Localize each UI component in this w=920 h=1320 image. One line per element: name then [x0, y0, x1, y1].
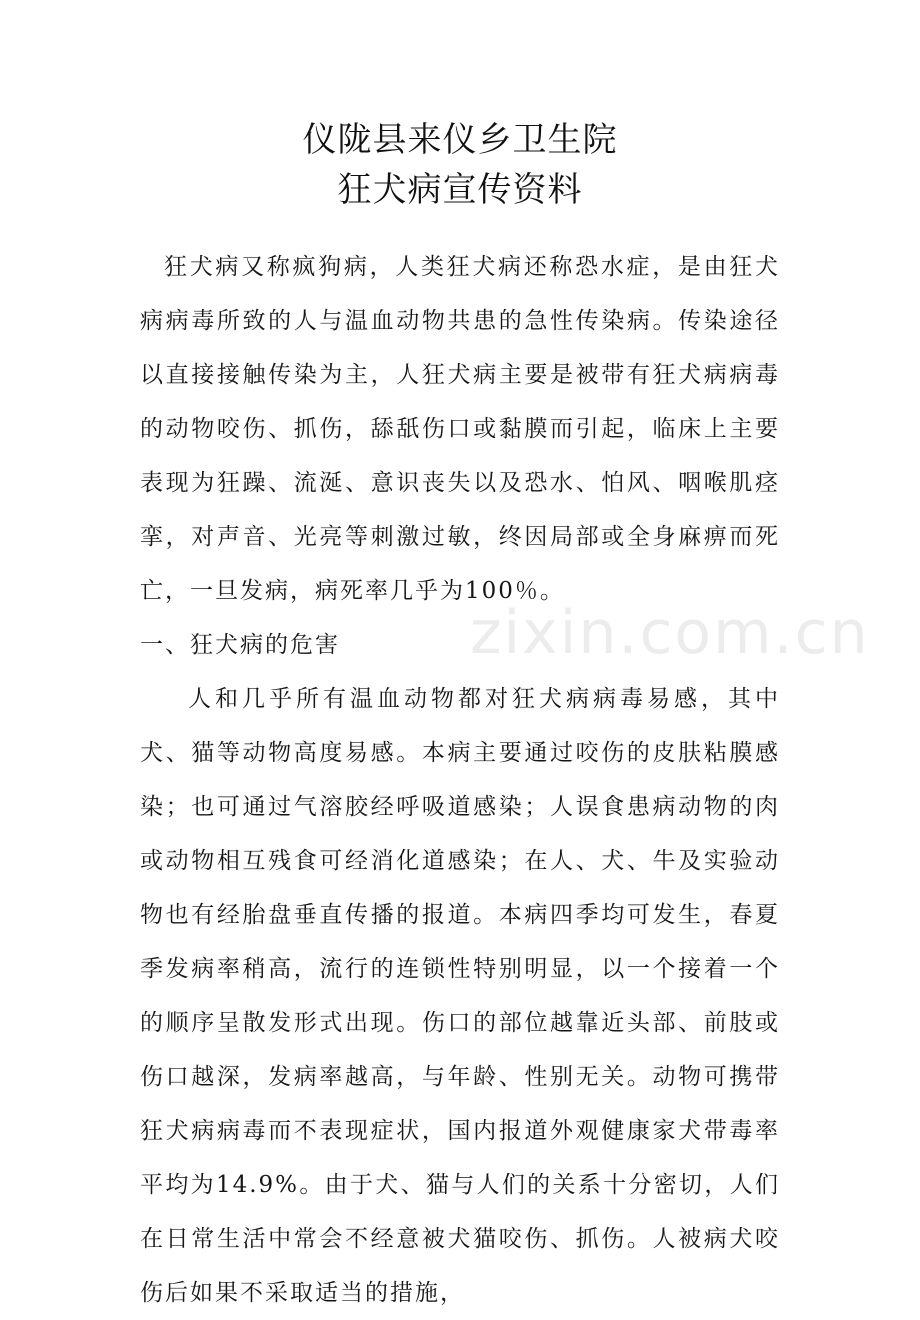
- section1-heading: 一、狂犬病的危害: [140, 632, 340, 658]
- document-title-line2: 狂犬病宣传资料: [337, 170, 583, 210]
- section1-paragraph: 人和几乎所有温血动物都对狂犬病病毒易感，其中犬、猫等动物高度易感。本病主要通过咬伤的皮肤粘膜感染；也可通过气溶胶经呼吸道感染；人误食患病动物的肉或动物相互残食可经消化道感染；在人、犬、牛及实验动物也有经胎盘垂直传播的报道。本病四季均可发生，春夏季发病率稍高，流行的连锁性特别明显，以一个接着一个的顺序呈散发形式出现。伤口的部位越靠近头部、前肢或伤口越深，发病率越高，与年龄、性别无关。动物可携带狂犬病病毒而不表现症状，国内报道外观健康家犬带毒率平均为14.9%。由于犬、猫与人们的关系十分密切，人们在日常生活中常会不经意被犬猫咬伤、抓伤。人被病犬咬伤后如果不采取适当的措施，: [140, 686, 780, 1306]
- document-body: [140, 240, 780, 1320]
- watermark: zixin.com.cn: [470, 598, 870, 668]
- document-title-line1: 仪陇县来仪乡卫生院: [302, 120, 618, 160]
- intro-paragraph: 狂犬病又称疯狗病，人类狂犬病还称恐水症，是由狂犬病病毒所致的人与温血动物共患的急性传染病。传染途径以直接接触传染为主，人狂犬病主要是被带有狂犬病病毒的动物咬伤、抓伤，舔舐伤口或黏膜而引起，临床上主要表现为狂躁、流涎、意识丧失以及恐水、怕风、咽喉肌痉挛，对声音、光亮等刺激过敏，终因局部或全身麻痹而死亡，一旦发病，病死率几乎为100％。: [140, 254, 780, 604]
